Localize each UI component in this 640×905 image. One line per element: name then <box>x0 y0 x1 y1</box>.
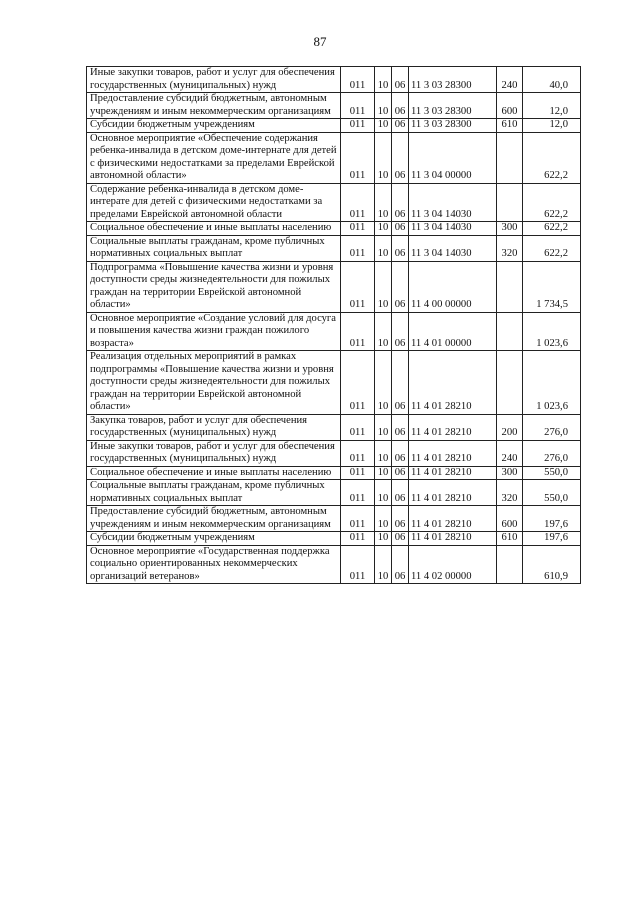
row-name: Закупка товаров, работ и услуг для обеспечения государственных (муниципальных) нужд <box>87 414 341 440</box>
table-row <box>87 414 581 440</box>
table-row <box>87 532 581 546</box>
amount: 1 023,6 <box>523 312 581 351</box>
amount: 622,2 <box>523 183 581 222</box>
amount: 276,0 <box>523 414 581 440</box>
row-name: Предоставление субсидий бюджетным, автономным учреждениям и иным некоммерческим организациям <box>87 506 341 532</box>
row-name: Подпрограмма «Повышение качества жизни и уровня доступности среды жизнедеятельности для пожилых граждан на территории Еврейской автономной области» <box>87 261 341 312</box>
target-article-code: 11 3 03 28300 <box>409 93 497 119</box>
subsection-code: 06 <box>392 183 409 222</box>
expense-kind-code: 320 <box>497 235 523 261</box>
subsection-code: 06 <box>392 312 409 351</box>
ministry-code: 011 <box>341 351 375 415</box>
target-article-code: 11 4 01 28210 <box>409 351 497 415</box>
row-name: Субсидии бюджетным учреждениям <box>87 532 341 546</box>
table-row <box>87 67 581 93</box>
amount: 1 734,5 <box>523 261 581 312</box>
expense-kind-code: 600 <box>497 93 523 119</box>
subsection-code: 06 <box>392 93 409 119</box>
ministry-code: 011 <box>341 222 375 236</box>
subsection-code: 06 <box>392 222 409 236</box>
budget-table <box>86 66 581 584</box>
amount: 12,0 <box>523 119 581 133</box>
table-row <box>87 222 581 236</box>
expense-kind-code: 240 <box>497 67 523 93</box>
amount: 622,2 <box>523 235 581 261</box>
subsection-code: 06 <box>392 132 409 183</box>
section-code: 10 <box>375 67 392 93</box>
ministry-code: 011 <box>341 440 375 466</box>
ministry-code: 011 <box>341 119 375 133</box>
subsection-code: 06 <box>392 67 409 93</box>
section-code: 10 <box>375 440 392 466</box>
ministry-code: 011 <box>341 67 375 93</box>
expense-kind-code <box>497 132 523 183</box>
amount: 550,0 <box>523 480 581 506</box>
table-row <box>87 545 581 584</box>
expense-kind-code <box>497 545 523 584</box>
target-article-code: 11 3 04 14030 <box>409 235 497 261</box>
table-row <box>87 440 581 466</box>
expense-kind-code: 300 <box>497 222 523 236</box>
expense-kind-code <box>497 312 523 351</box>
section-code: 10 <box>375 132 392 183</box>
table-body <box>87 67 581 584</box>
target-article-code: 11 4 01 28210 <box>409 440 497 466</box>
amount: 1 023,6 <box>523 351 581 415</box>
target-article-code: 11 4 01 00000 <box>409 312 497 351</box>
table-row <box>87 119 581 133</box>
subsection-code: 06 <box>392 440 409 466</box>
ministry-code: 011 <box>341 545 375 584</box>
section-code: 10 <box>375 93 392 119</box>
target-article-code: 11 3 04 14030 <box>409 183 497 222</box>
target-article-code: 11 3 03 28300 <box>409 119 497 133</box>
ministry-code: 011 <box>341 93 375 119</box>
subsection-code: 06 <box>392 545 409 584</box>
expense-kind-code: 610 <box>497 119 523 133</box>
ministry-code: 011 <box>341 480 375 506</box>
row-name: Основное мероприятие «Государственная поддержка социально ориентированных некоммерческих организаций ветеранов» <box>87 545 341 584</box>
section-code: 10 <box>375 312 392 351</box>
expense-kind-code <box>497 261 523 312</box>
table-row <box>87 183 581 222</box>
subsection-code: 06 <box>392 119 409 133</box>
page-number: 87 <box>313 34 327 49</box>
subsection-code: 06 <box>392 414 409 440</box>
table-row <box>87 466 581 480</box>
subsection-code: 06 <box>392 466 409 480</box>
table-row <box>87 506 581 532</box>
section-code: 10 <box>375 506 392 532</box>
section-code: 10 <box>375 480 392 506</box>
target-article-code: 11 3 03 28300 <box>409 67 497 93</box>
amount: 550,0 <box>523 466 581 480</box>
target-article-code: 11 4 01 28210 <box>409 480 497 506</box>
ministry-code: 011 <box>341 532 375 546</box>
subsection-code: 06 <box>392 351 409 415</box>
row-name: Иные закупки товаров, работ и услуг для обеспечения государственных (муниципальных) нужд <box>87 440 341 466</box>
amount: 12,0 <box>523 93 581 119</box>
expense-kind-code: 600 <box>497 506 523 532</box>
subsection-code: 06 <box>392 480 409 506</box>
amount: 197,6 <box>523 532 581 546</box>
section-code: 10 <box>375 414 392 440</box>
amount: 197,6 <box>523 506 581 532</box>
target-article-code: 11 4 02 00000 <box>409 545 497 584</box>
target-article-code: 11 3 04 00000 <box>409 132 497 183</box>
row-name: Предоставление субсидий бюджетным, автономным учреждениям и иным некоммерческим организациям <box>87 93 341 119</box>
ministry-code: 011 <box>341 183 375 222</box>
expense-kind-code: 610 <box>497 532 523 546</box>
section-code: 10 <box>375 261 392 312</box>
table-row <box>87 351 581 415</box>
expense-kind-code: 320 <box>497 480 523 506</box>
amount: 40,0 <box>523 67 581 93</box>
expense-kind-code: 300 <box>497 466 523 480</box>
ministry-code: 011 <box>341 466 375 480</box>
subsection-code: 06 <box>392 506 409 532</box>
section-code: 10 <box>375 466 392 480</box>
subsection-code: 06 <box>392 235 409 261</box>
row-name: Социальные выплаты гражданам, кроме публичных нормативных социальных выплат <box>87 235 341 261</box>
table-row <box>87 261 581 312</box>
amount: 610,9 <box>523 545 581 584</box>
section-code: 10 <box>375 545 392 584</box>
target-article-code: 11 4 01 28210 <box>409 506 497 532</box>
target-article-code: 11 4 01 28210 <box>409 466 497 480</box>
section-code: 10 <box>375 235 392 261</box>
row-name: Социальные выплаты гражданам, кроме публичных нормативных социальных выплат <box>87 480 341 506</box>
table-row <box>87 235 581 261</box>
amount: 276,0 <box>523 440 581 466</box>
section-code: 10 <box>375 183 392 222</box>
row-name: Основное мероприятие «Обеспечение содержания ребенка-инвалида в детском доме-интернате для детей с физическими недостатками за пределами Еврейской автономной области» <box>87 132 341 183</box>
row-name: Реализация отдельных мероприятий в рамках подпрограммы «Повышение качества жизни и уровня доступности среды жизнедеятельности для пожилых граждан на территории Еврейской автономной области» <box>87 351 341 415</box>
row-name: Основное мероприятие «Создание условий для досуга и повышения качества жизни граждан пожилого возраста» <box>87 312 341 351</box>
expense-kind-code: 240 <box>497 440 523 466</box>
table-row <box>87 480 581 506</box>
ministry-code: 011 <box>341 132 375 183</box>
expense-kind-code <box>497 183 523 222</box>
row-name: Социальное обеспечение и иные выплаты населению <box>87 222 341 236</box>
ministry-code: 011 <box>341 506 375 532</box>
section-code: 10 <box>375 532 392 546</box>
table-row <box>87 132 581 183</box>
section-code: 10 <box>375 119 392 133</box>
ministry-code: 011 <box>341 261 375 312</box>
ministry-code: 011 <box>341 235 375 261</box>
expense-kind-code <box>497 351 523 415</box>
expense-kind-code: 200 <box>497 414 523 440</box>
table-row <box>87 312 581 351</box>
target-article-code: 11 3 04 14030 <box>409 222 497 236</box>
subsection-code: 06 <box>392 261 409 312</box>
row-name: Субсидии бюджетным учреждениям <box>87 119 341 133</box>
subsection-code: 06 <box>392 532 409 546</box>
target-article-code: 11 4 01 28210 <box>409 414 497 440</box>
row-name: Социальное обеспечение и иные выплаты населению <box>87 466 341 480</box>
amount: 622,2 <box>523 222 581 236</box>
target-article-code: 11 4 00 00000 <box>409 261 497 312</box>
section-code: 10 <box>375 351 392 415</box>
row-name: Содержание ребенка-инвалида в детском доме-интерате для детей с физическими недостатками за пределами Еврейской автономной области <box>87 183 341 222</box>
amount: 622,2 <box>523 132 581 183</box>
ministry-code: 011 <box>341 312 375 351</box>
target-article-code: 11 4 01 28210 <box>409 532 497 546</box>
ministry-code: 011 <box>341 414 375 440</box>
row-name: Иные закупки товаров, работ и услуг для обеспечения государственных (муниципальных) нужд <box>87 67 341 93</box>
section-code: 10 <box>375 222 392 236</box>
table-row <box>87 93 581 119</box>
